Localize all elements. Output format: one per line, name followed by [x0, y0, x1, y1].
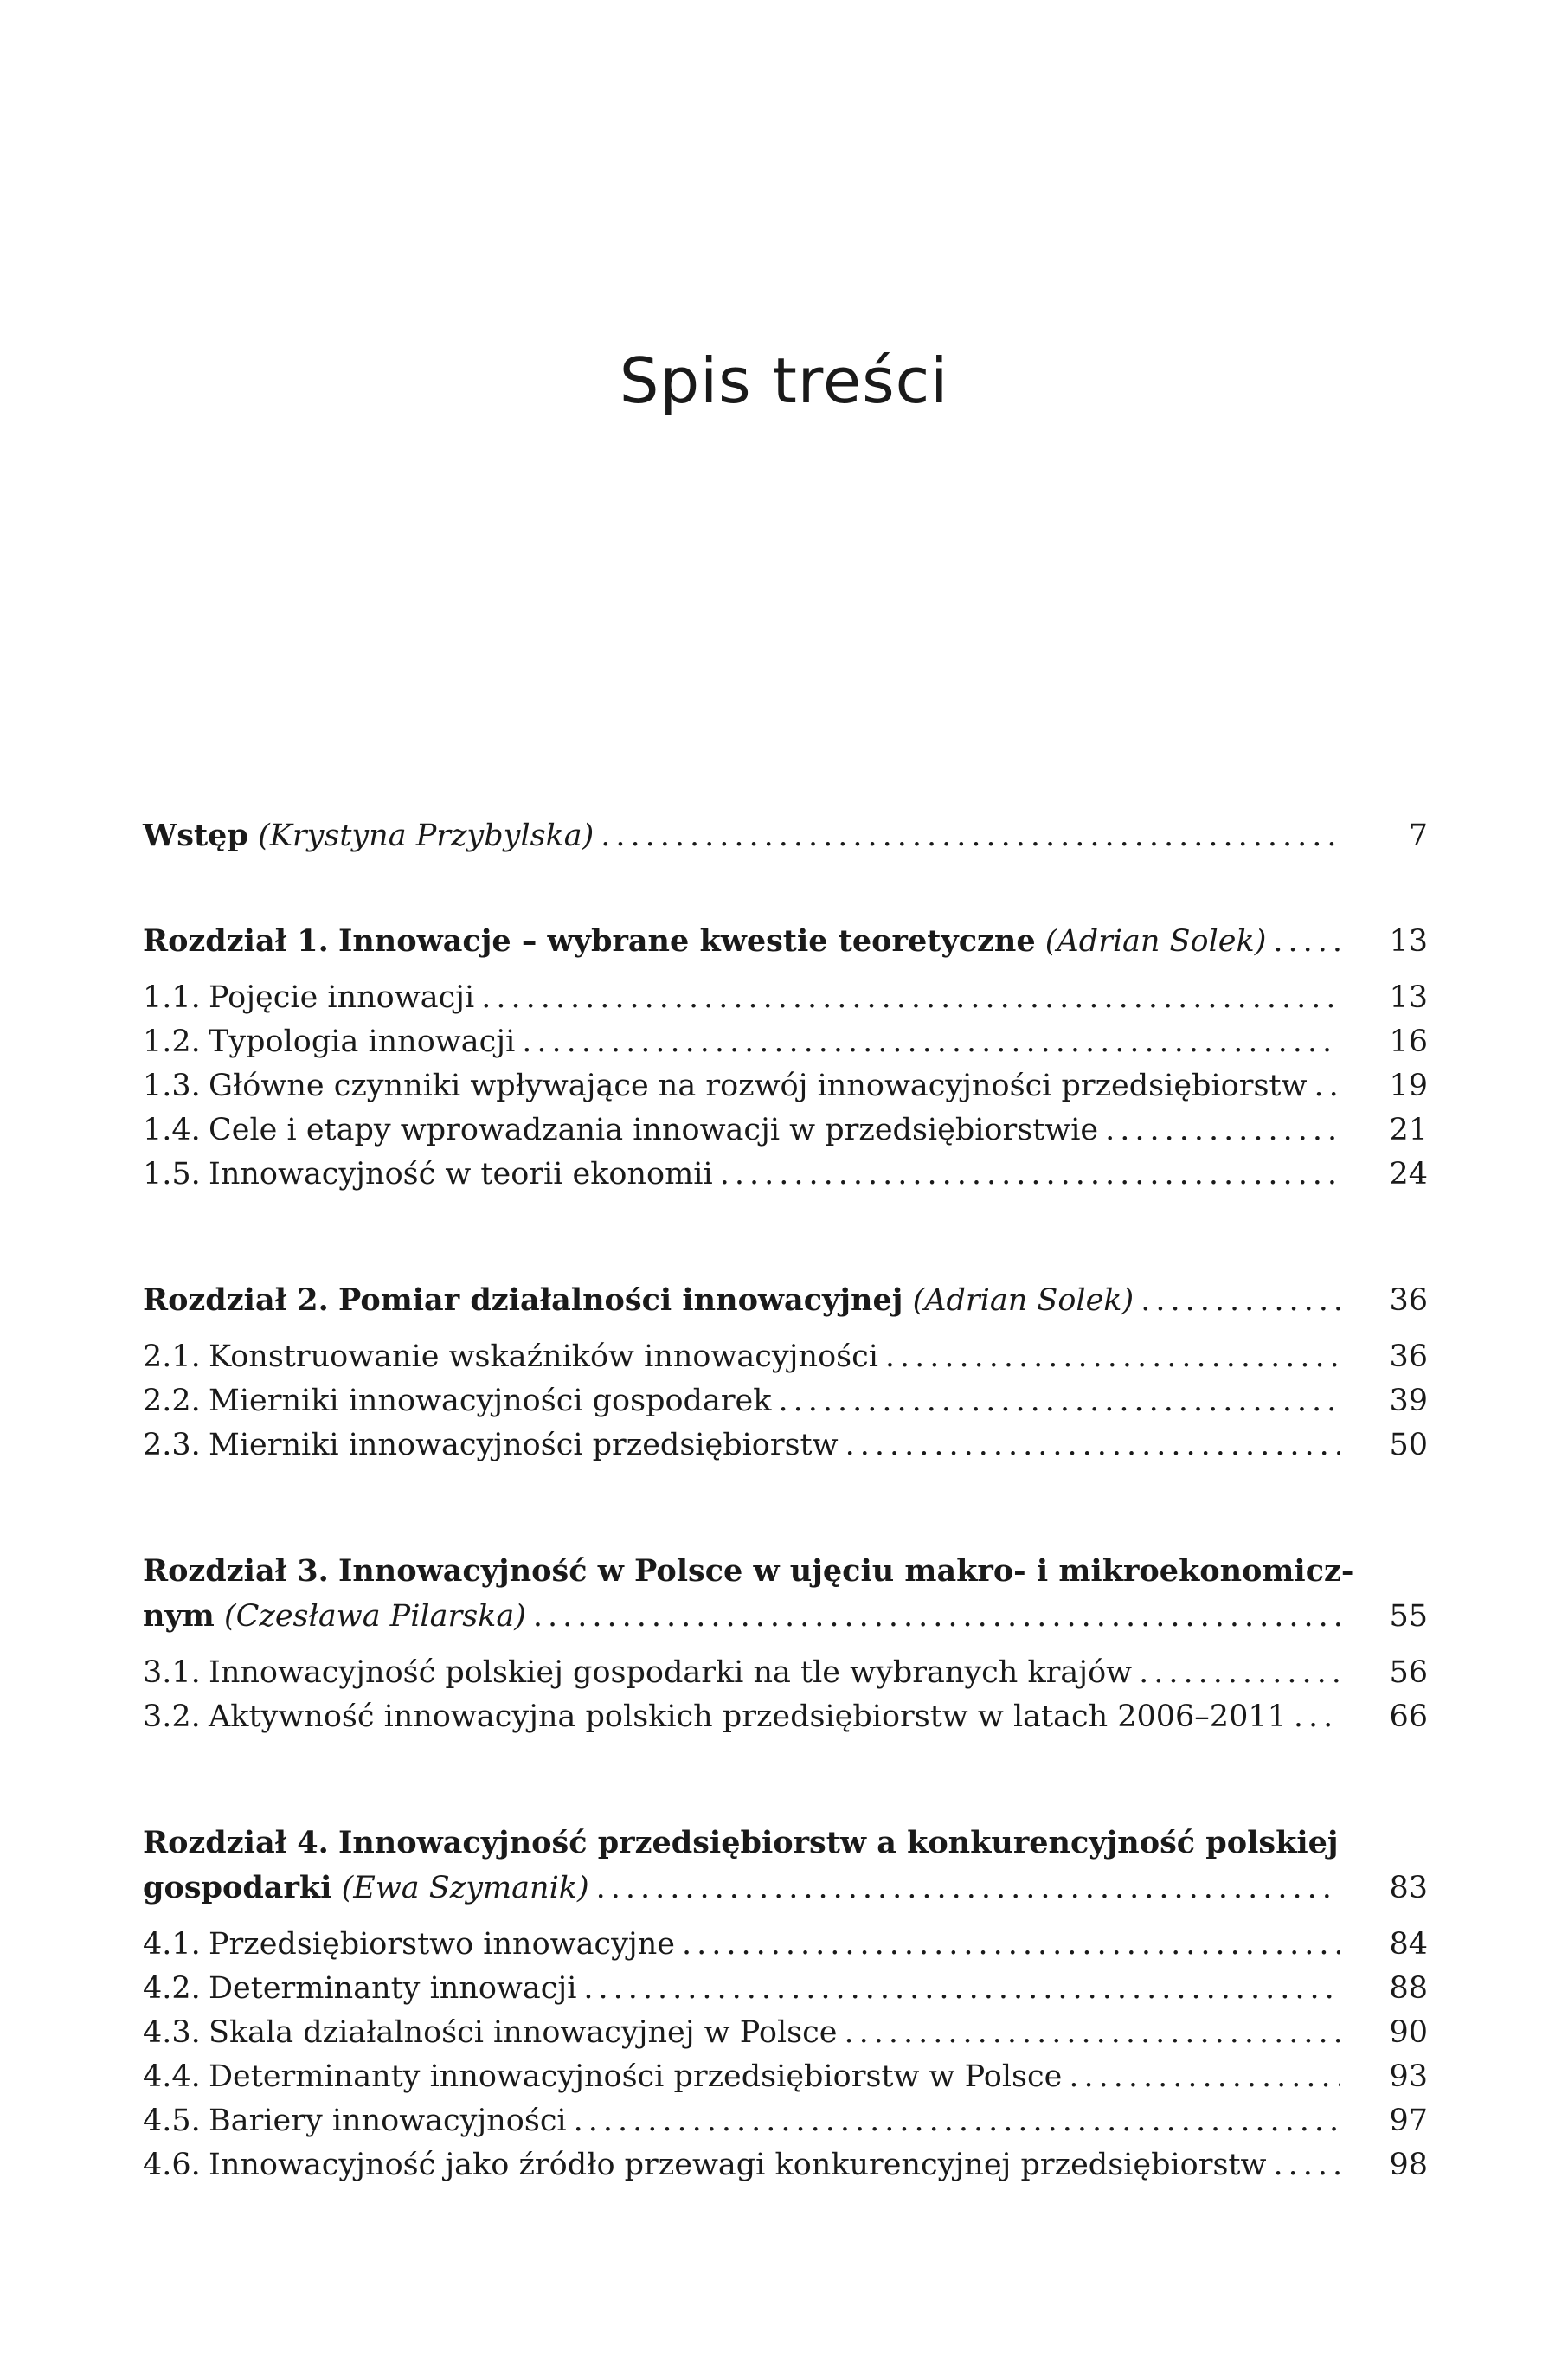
- toc-chapter-1: [143, 919, 1428, 1197]
- chapter-title-line-2: nym: [143, 1598, 215, 1634]
- section-number: 4.2.: [143, 1971, 201, 2006]
- dot-leader: [885, 1335, 1340, 1379]
- page-title: Spis treści: [619, 344, 949, 418]
- chapter-author: (Adrian Solek): [1044, 924, 1267, 959]
- section-page-number: 36: [1389, 1339, 1428, 1374]
- section-title: Główne czynniki wpływające na rozwój innowacyjności przedsiębiorstw: [209, 1069, 1308, 1103]
- section-number: 4.1.: [143, 1927, 201, 1962]
- chapter-2-sections: [143, 1335, 1428, 1468]
- section-title: Typologia innowacji: [209, 1025, 516, 1059]
- chapter-1-sections: [143, 976, 1428, 1197]
- section-number: 3.2.: [143, 1699, 201, 1734]
- chapter-3-sections: [143, 1651, 1428, 1739]
- section-number: 1.4.: [143, 1113, 201, 1147]
- section-title: Determinanty innowacyjności przedsiębiorstw w Polsce: [209, 2059, 1063, 2094]
- section-number: 1.3.: [143, 1069, 201, 1103]
- section-page-number: 56: [1389, 1655, 1428, 1690]
- dot-leader: [1273, 2143, 1340, 2187]
- dot-leader: [682, 1923, 1340, 1967]
- toc-entry-chapter-4-line-2[interactable]: [143, 1866, 1428, 1911]
- chapter-title-line-2: gospodarki: [143, 1870, 332, 1905]
- dot-leader: [596, 1866, 1340, 1911]
- toc-entry-section[interactable]: [143, 2099, 1428, 2143]
- section-page-number: 24: [1389, 1157, 1428, 1192]
- chapter-title-line-1: Innowacyjność w Polsce w ujęciu makro- i mikroekonomicz-: [337, 1553, 1354, 1589]
- dot-leader: [1105, 1108, 1340, 1153]
- section-number: 4.5.: [143, 2104, 201, 2138]
- toc-entry-chapter-1[interactable]: [143, 919, 1428, 964]
- toc-entry-section[interactable]: [143, 1423, 1428, 1468]
- section-title: Konstruowanie wskaźników innowacyjności: [209, 1339, 878, 1374]
- toc-entry-section[interactable]: [143, 1379, 1428, 1423]
- chapter-title: Innowacje – wybrane kwestie teoretyczne: [337, 923, 1036, 959]
- section-number: 4.6.: [143, 2148, 201, 2182]
- intro-title: Wstęp: [143, 818, 248, 853]
- section-title: Innowacyjność polskiej gospodarki na tle wybranych krajów: [209, 1655, 1133, 1690]
- section-title: Bariery innowacyjności: [209, 2104, 567, 2138]
- toc-entry-chapter-3-line-1[interactable]: [143, 1549, 1428, 1594]
- chapter-4-sections: [143, 1923, 1428, 2187]
- chapter-label: Rozdział 1.: [143, 923, 329, 959]
- chapter-author: (Czesława Pilarska): [223, 1599, 526, 1634]
- table-of-contents: [143, 813, 1428, 2187]
- intro-page-number: 7: [1408, 819, 1428, 853]
- section-number: 2.3.: [143, 1428, 201, 1462]
- section-page-number: 93: [1389, 2059, 1428, 2094]
- toc-entry-section[interactable]: [143, 1020, 1428, 1064]
- toc-entry-section[interactable]: [143, 1695, 1428, 1739]
- toc-chapter-2: [143, 1278, 1428, 1468]
- chapter-page-number: 55: [1389, 1599, 1428, 1634]
- toc-entry-section[interactable]: [143, 1967, 1428, 2011]
- toc-entry-chapter-2[interactable]: [143, 1278, 1428, 1323]
- section-page-number: 39: [1389, 1384, 1428, 1418]
- toc-entry-chapter-3-line-2[interactable]: [143, 1594, 1428, 1639]
- section-number: 4.4.: [143, 2059, 201, 2094]
- section-page-number: 88: [1389, 1971, 1428, 2006]
- dot-leader: [1273, 920, 1340, 964]
- section-number: 1.5.: [143, 1157, 201, 1192]
- toc-entry-section[interactable]: [143, 1108, 1428, 1153]
- section-page-number: 21: [1389, 1113, 1428, 1147]
- dot-leader: [601, 814, 1340, 858]
- section-title: Mierniki innowacyjności gospodarek: [209, 1384, 772, 1418]
- dot-leader: [574, 2099, 1340, 2143]
- toc-entry-section[interactable]: [143, 1335, 1428, 1379]
- section-title: Determinanty innowacji: [209, 1971, 577, 2006]
- section-page-number: 19: [1389, 1069, 1428, 1103]
- chapter-title-line-1: Innowacyjność przedsiębiorstw a konkurencyjność polskiej: [337, 1825, 1339, 1860]
- toc-entry-intro[interactable]: [143, 813, 1428, 858]
- section-number: 3.1.: [143, 1655, 201, 1690]
- dot-leader: [1141, 1279, 1340, 1323]
- chapter-page-number: 13: [1389, 924, 1428, 959]
- section-page-number: 66: [1389, 1699, 1428, 1734]
- section-title: Przedsiębiorstwo innowacyjne: [209, 1927, 675, 1962]
- toc-entry-section[interactable]: [143, 1651, 1428, 1695]
- dot-leader: [720, 1153, 1340, 1197]
- chapter-title: Pomiar działalności innowacyjnej: [337, 1282, 903, 1318]
- dot-leader: [1294, 1695, 1340, 1739]
- section-page-number: 98: [1389, 2148, 1428, 2182]
- dot-leader: [778, 1379, 1340, 1423]
- toc-entry-section[interactable]: [143, 2055, 1428, 2099]
- toc-chapter-3: [143, 1549, 1428, 1739]
- section-number: 2.1.: [143, 1339, 201, 1374]
- dot-leader: [522, 1020, 1340, 1064]
- chapter-label: Rozdział 4.: [143, 1825, 329, 1860]
- section-title: Innowacyjność jako źródło przewagi konkurencyjnej przedsiębiorstw: [209, 2148, 1267, 2182]
- dot-leader: [533, 1595, 1340, 1639]
- section-title: Cele i etapy wprowadzania innowacji w przedsiębiorstwie: [209, 1113, 1099, 1147]
- toc-entry-section[interactable]: [143, 976, 1428, 1020]
- section-page-number: 84: [1389, 1927, 1428, 1962]
- toc-entry-section[interactable]: [143, 1923, 1428, 1967]
- chapter-page-number: 36: [1389, 1283, 1428, 1318]
- section-number: 1.1.: [143, 980, 201, 1015]
- chapter-label: Rozdział 3.: [143, 1553, 329, 1589]
- dot-leader: [1069, 2055, 1340, 2099]
- dot-leader: [481, 976, 1340, 1020]
- toc-entry-chapter-4-line-1[interactable]: [143, 1821, 1428, 1866]
- toc-entry-section[interactable]: [143, 1064, 1428, 1108]
- toc-entry-section[interactable]: [143, 2143, 1428, 2187]
- toc-entry-section[interactable]: [143, 2011, 1428, 2055]
- section-title: Mierniki innowacyjności przedsiębiorstw: [209, 1428, 839, 1462]
- section-number: 2.2.: [143, 1384, 201, 1418]
- dot-leader: [1139, 1651, 1340, 1695]
- section-page-number: 90: [1389, 2015, 1428, 2050]
- section-title: Pojęcie innowacji: [209, 980, 475, 1015]
- chapter-page-number: 83: [1389, 1871, 1428, 1905]
- chapter-author: (Ewa Szymanik): [341, 1871, 589, 1905]
- dot-leader: [1314, 1064, 1340, 1108]
- section-number: 4.3.: [143, 2015, 201, 2050]
- section-page-number: 13: [1389, 980, 1428, 1015]
- chapter-author: (Adrian Solek): [912, 1283, 1134, 1318]
- section-title: Aktywność innowacyjna polskich przedsiębiorstw w latach 2006–2011: [209, 1699, 1287, 1734]
- section-title: Skala działalności innowacyjnej w Polsce: [209, 2015, 838, 2050]
- dot-leader: [583, 1967, 1340, 2011]
- section-page-number: 50: [1389, 1428, 1428, 1462]
- section-number: 1.2.: [143, 1025, 201, 1059]
- chapter-label: Rozdział 2.: [143, 1282, 329, 1318]
- section-page-number: 16: [1389, 1025, 1428, 1059]
- section-page-number: 97: [1389, 2104, 1428, 2138]
- intro-author: (Krystyna Przybylska): [258, 819, 594, 853]
- toc-chapter-4: [143, 1821, 1428, 2187]
- section-title: Innowacyjność w teorii ekonomii: [209, 1157, 713, 1192]
- dot-leader: [845, 1423, 1340, 1468]
- toc-entry-section[interactable]: [143, 1153, 1428, 1197]
- dot-leader: [844, 2011, 1340, 2055]
- toc-intro: [143, 813, 1428, 858]
